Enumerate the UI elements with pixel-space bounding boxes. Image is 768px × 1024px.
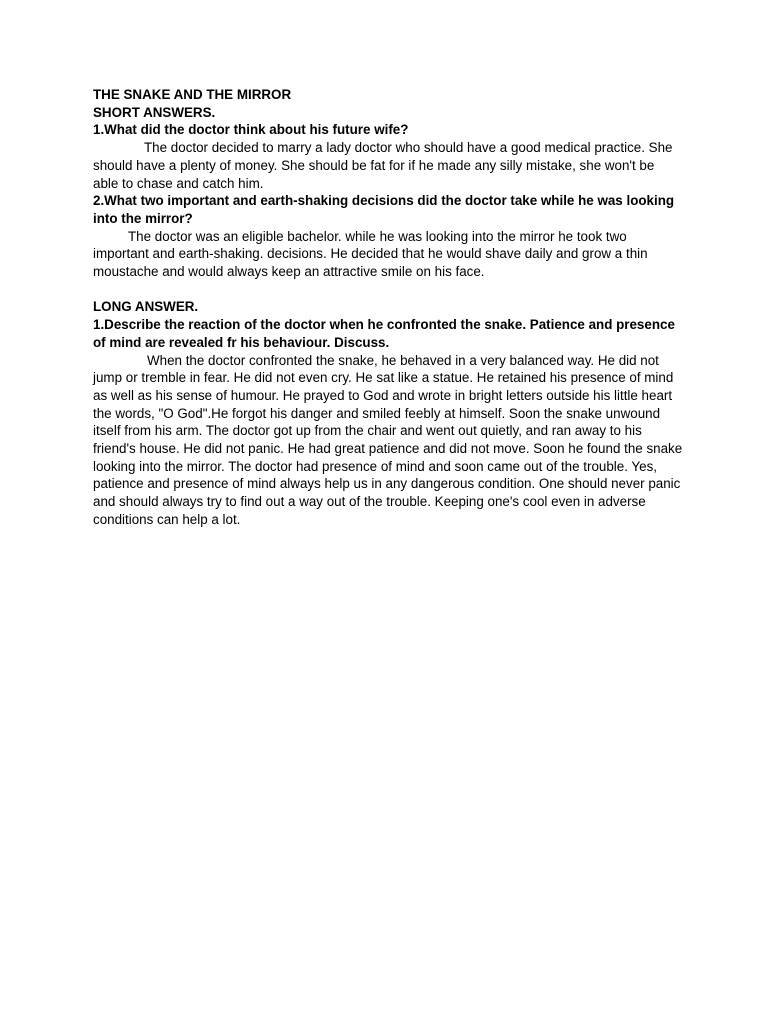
document-page	[93, 86, 683, 529]
long-question-1: 1.Describe the reaction of the doctor when he confronted the snake. Patience and presence of mind are revealed fr his behaviour. Discuss.	[93, 317, 675, 350]
document-title: THE SNAKE AND THE MIRROR	[93, 87, 292, 102]
section-spacer	[93, 281, 683, 299]
short-answers-heading: SHORT ANSWERS.	[93, 104, 216, 120]
long-answer-heading: LONG ANSWER.	[93, 299, 199, 315]
short-question-1: 1.What did the doctor think about his future wife?	[93, 122, 409, 138]
long-answer-1: When the doctor confronted the snake, he behaved in a very balanced way. He did not jump or tremble in fear. He did not even cry. He sat like a statue. He retained his presence of mind as well as his sense of humour. He prayed to God and wrote in bright letters outside his little heart the words, "O God".He forgot his danger and smiled feebly at himself. Soon the snake unwound itself from his arm. The doctor got up from the chair and went out quietly, and ran away to his friend's house. He did not panic. He had great patience and did not move. Soon he found the snake looking into the mirror. The doctor had presence of mind and soon came out of the trouble. Yes, patience and presence of mind always help us in any dangerous condition. One should never panic and should always try to find out a way out of the trouble. Keeping one's cool even in adverse conditions can help a lot.	[93, 352, 683, 527]
short-answer-1: The doctor decided to marry a lady doctor who should have a good medical practice. She should have a plenty of money. She should be fat for if he made any silly mistake, she won't be able to chase and catch him.	[93, 140, 673, 191]
short-question-2: 2.What two important and earth-shaking decisions did the doctor take while he was looking into the mirror?	[93, 193, 675, 226]
short-answer-2: The doctor was an eligible bachelor. while he was looking into the mirror he took two important and earth-shaking. decisions. He decided that he would shave daily and grow a thin moustache and would always keep an attractive smile on his face.	[93, 228, 648, 280]
